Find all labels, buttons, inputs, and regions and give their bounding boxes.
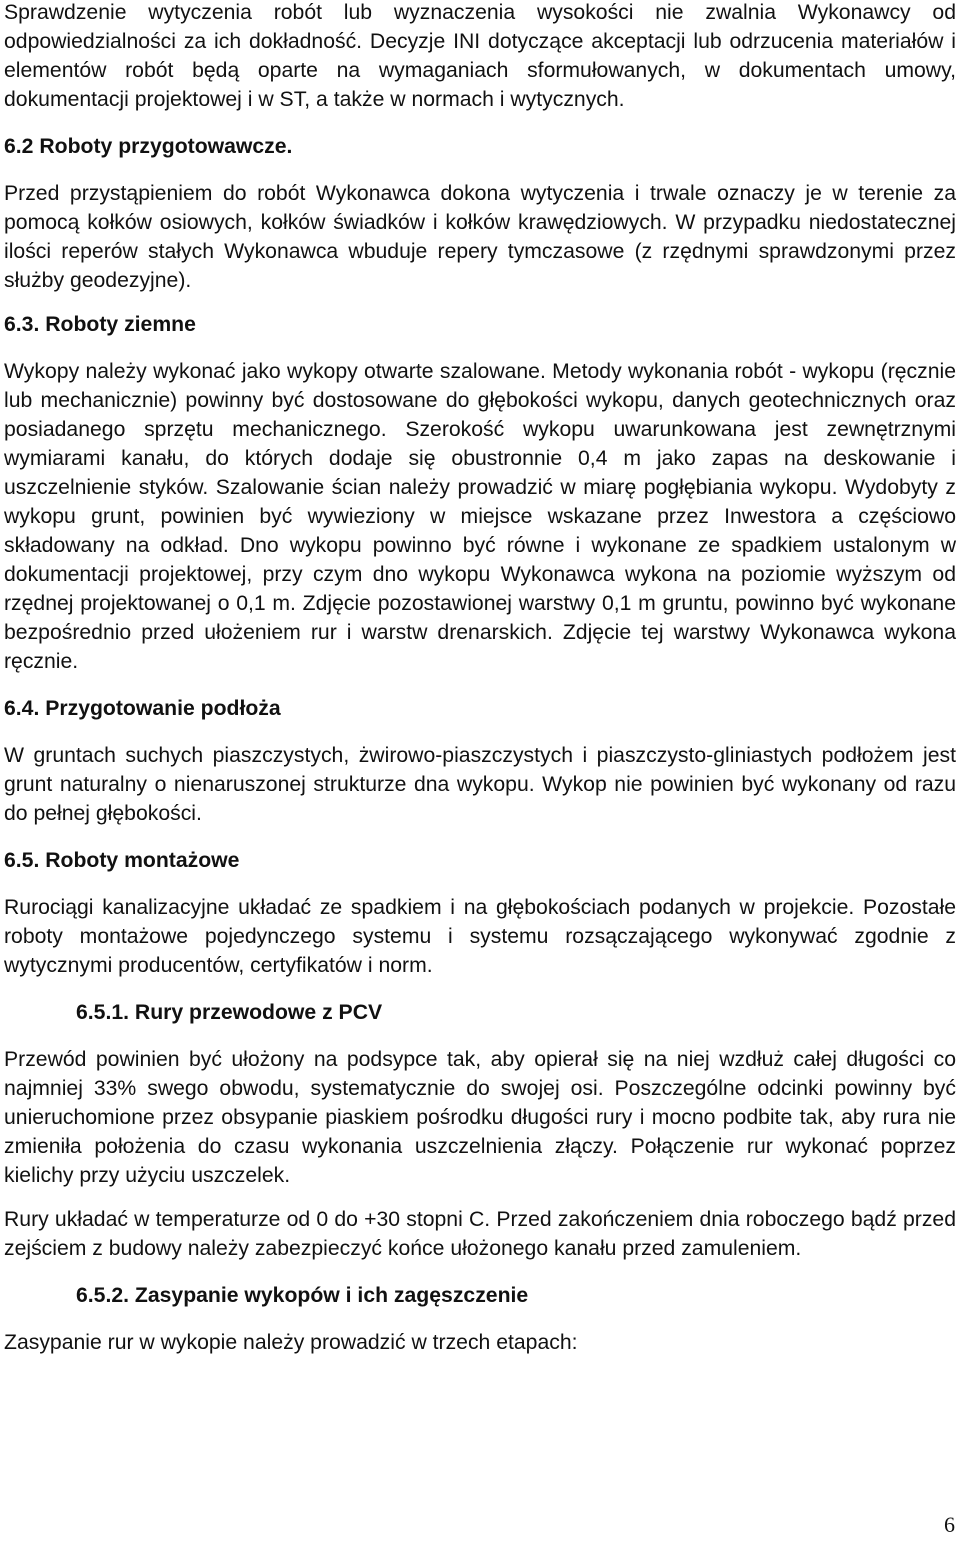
- spacer: [4, 161, 956, 179]
- heading-6-2: 6.2 Roboty przygotowawcze.: [4, 135, 293, 158]
- paragraph-backfilling: Zasypanie rur w wykopie należy prowadzić w trzech etapach:: [4, 1331, 578, 1354]
- spacer: [4, 875, 956, 893]
- page-number: 6: [944, 1512, 955, 1537]
- spacer: [4, 295, 956, 310]
- paragraph-subgrade: W gruntach suchych piaszczystych, żwirowo-piaszczystych i piaszczysto-gliniastych podłożem jest grunt naturalny o nienaruszonej strukturze dna wykopu. Wykop nie powinien być wykonany od razu do pełnej głębokości.: [4, 744, 956, 825]
- spacer: [4, 1310, 956, 1328]
- heading-6-4: 6.4. Przygotowanie podłoża: [4, 697, 281, 720]
- paragraph-assembly-works: Rurociągi kanalizacyjne układać ze spadkiem i na głębokościach podanych w projekcie. Pozostałe roboty montażowe pojedynczego systemu i systemu rozsączającego wykonywać zgodnie z wytycznymi producentów, certyfikatów i norm.: [4, 896, 956, 977]
- heading-6-5-1: 6.5.1. Rury przewodowe z PCV: [76, 1001, 383, 1024]
- spacer: [4, 980, 956, 998]
- spacer: [4, 339, 956, 357]
- paragraph-laying-temperature: Rury układać w temperaturze od 0 do +30 stopni C. Przed zakończeniem dnia roboczego bądź przed zejściem z budowy należy zabezpieczyć końce ułożonego kanału przed zamuleniem.: [4, 1208, 956, 1260]
- heading-6-5: 6.5. Roboty montażowe: [4, 849, 240, 872]
- page-content: [4, 0, 956, 1357]
- spacer: [4, 1190, 956, 1205]
- paragraph-earthworks: Wykopy należy wykonać jako wykopy otwarte szalowane. Metody wykonania robót - wykopu (ręcznie lub mechanicznie) powinny być dostosowane do głębokości wykopu, danych geotechnicznych oraz posiadanego sprzętu mechanicznego. Szerokość wykopu uwarunkowana jest zewnętrznymi wymiarami kanału, do których dodaje się obustronnie 0,4 m jako zapas na deskowanie i uszczelnienie styków. Szalowanie ścian należy prowadzić w miarę pogłębiania wykopu. Wydobyty z wykopu grunt, powinien być wywieziony w miejsce wskazane przez Inwestora a częściowo składowany na odkład. Dno wykopu powinno być równe i wykonane ze spadkiem ustalonym w dokumentacji projektowej, przy czym dno wykopu Wykonawca wykona na poziomie wyższym od rzędnej projektowanej o 0,1 m. Zdjęcie pozostawionej warstwy 0,1 m gruntu, powinno być wykonane bezpośrednio przed ułożeniem rur i warstw drenarskich. Zdjęcie tej warstwy Wykonawca wykona ręcznie.: [4, 360, 956, 673]
- spacer: [4, 828, 956, 846]
- heading-6-5-2: 6.5.2. Zasypanie wykopów i ich zagęszczenie: [76, 1284, 529, 1307]
- paragraph-preparatory-works: Przed przystąpieniem do robót Wykonawca dokona wytyczenia i trwale oznaczy je w terenie za pomocą kołków osiowych, kołków świadków i kołków krawędziowych. W przypadku niedostatecznej ilości reperów stałych Wykonawca wbuduje repery tymczasowe (z rzędnymi sprawdzonymi przez służby geodezyjne).: [4, 182, 956, 292]
- paragraph-survey-verification: Sprawdzenie wytyczenia robót lub wyznaczenia wysokości nie zwalnia Wykonawcy od odpowiedzialności za ich dokładność. Decyzje INI dotyczące akceptacji lub odrzucenia materiałów i elementów robót będą oparte na wymaganiach sformułowanych, w dokumentach umowy, dokumentacji projektowej i w ST, a także w normach i wytycznych.: [4, 1, 956, 111]
- spacer: [4, 723, 956, 741]
- spacer: [4, 114, 956, 132]
- spacer: [4, 676, 956, 694]
- heading-6-3: 6.3. Roboty ziemne: [4, 313, 196, 336]
- paragraph-pvc-pipes: Przewód powinien być ułożony na podsypce tak, aby opierał się na niej wzdłuż całej długości co najmniej 33% swego obwodu, systematycznie do swojej osi. Poszczególne odcinki powinny być unieruchomione przez obsypanie piaskiem pośrodku długości rury i mocno podbite tak, aby rura nie zmieniła położenia do czasu wykonania uszczelnienia złączy. Połączenie rur wykonać poprzez kielichy przy użyciu uszczelek.: [4, 1048, 956, 1187]
- spacer: [4, 1263, 956, 1281]
- spacer: [4, 1027, 956, 1045]
